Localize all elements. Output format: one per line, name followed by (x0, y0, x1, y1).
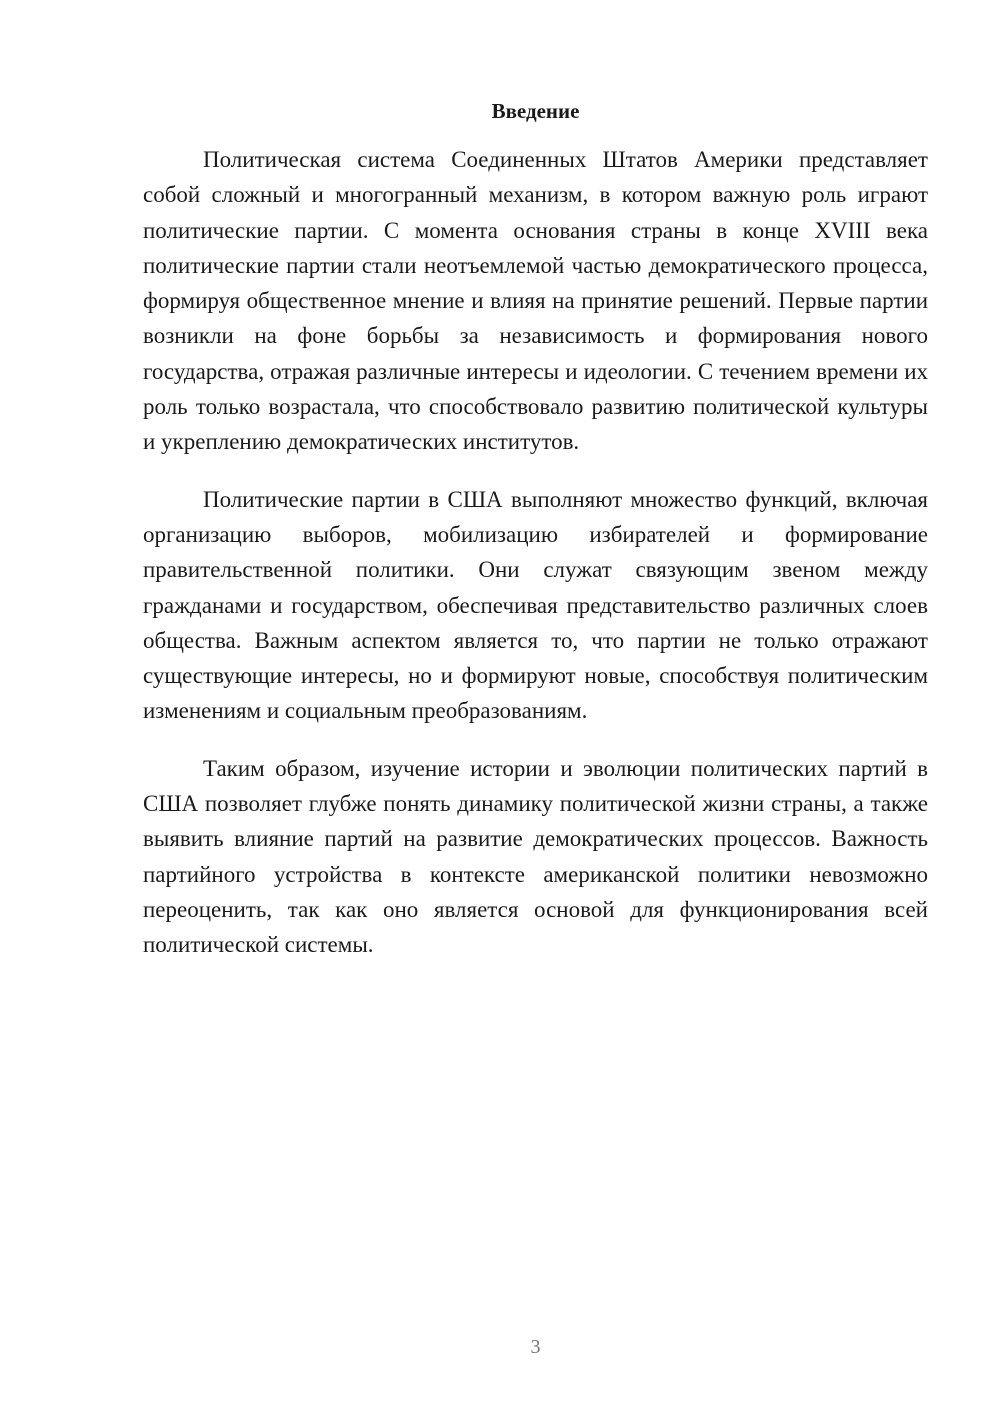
body-text (143, 142, 928, 985)
page-number: 3 (530, 1336, 541, 1358)
paragraph-3: Таким образом, изучение истории и эволюции политических партий в США позволяет глубже понять динамику политической жизни страны, а также выявить влияние партий на развитие демократических процессов. Важность партийного устройства в контексте американской политики невозможно переоценить, так как оно является основой для функционирования всей политической системы. (143, 755, 928, 958)
paragraph-2: Политические партии в США выполняют множество функций, включая организацию выборов, мобилизацию избирателей и формирование правительственной политики. Они служат связующим звеном между гражданами и государством, обеспечивая представительство различных слоев общества. Важным аспектом является то, что партии не только отражают существующие интересы, но и формируют новые, способствуя политическим изменениям и социальным преобразованиям. (143, 486, 928, 724)
section-heading: Введение (491, 99, 580, 123)
paragraph-1: Политическая система Соединенных Штатов Америки представляет собой сложный и многогранный механизм, в котором важную роль играют политические партии. С момента основания страны в конце XVIII века политические партии стали неотъемлемой частью демократического процесса, формируя общественное мнение и влияя на принятие решений. Первые партии возникли на фоне борьбы за независимость и формирования нового государства, отражая различные интересы и идеологии. С течением времени их роль только возрастала, что способствовало развитию политической культуры и укреплению демократических институтов. (143, 147, 928, 455)
